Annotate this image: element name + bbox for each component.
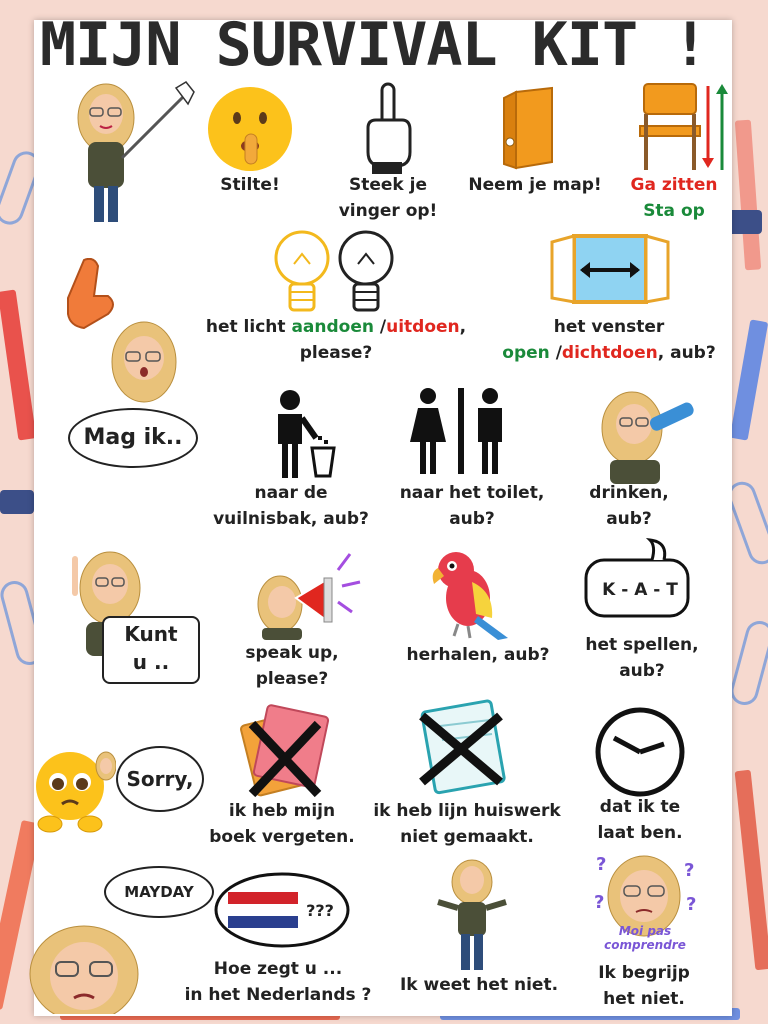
caption-vuilnis-line2: vuilnisbak, aub? [213, 509, 369, 529]
moi-line1: Moi pas [618, 924, 672, 938]
caption-steek-line2: vinger op! [338, 201, 438, 221]
pencil-decoration [730, 319, 768, 440]
pleading-emoji [32, 744, 116, 834]
svg-text:?: ? [596, 854, 607, 875]
caption-vuilnis-line1: naar de [254, 483, 328, 503]
caption-licht-comma: , [459, 317, 467, 337]
caption-venster-sep: / [549, 343, 562, 363]
caption-spellen [574, 632, 710, 684]
caption-spellen-line1: het spellen, [585, 635, 699, 655]
caption-speak [222, 640, 362, 692]
caption-speak-line1: speak up, [245, 643, 339, 663]
kunt-u-bubble [102, 616, 200, 684]
caption-boek-line1: ik heb mijn [228, 801, 336, 821]
caption-licht-text: het licht [205, 317, 292, 337]
caption-laat-line2: laat ben. [597, 823, 683, 843]
caption-venster-open: open [502, 343, 550, 363]
moi-pas-comprendre [590, 924, 700, 952]
caption-toilet [382, 480, 562, 532]
caption-venster-end: , aub? [657, 343, 716, 363]
caption-venster [484, 314, 734, 366]
caption-laat-line1: dat ik te [599, 797, 681, 817]
caption-begrijp-line1: Ik begrijp [598, 963, 690, 983]
paperclip-decoration [727, 618, 768, 708]
caption-huiswerk [356, 798, 578, 850]
chair-icon [636, 80, 732, 176]
pencil-decoration [735, 770, 768, 971]
caption-steek [318, 172, 458, 224]
megaphone-avatar [252, 540, 362, 640]
caption-map: Neem je map! [468, 175, 602, 195]
caption-drinken-line1: drinken, [589, 483, 669, 503]
caption-boek [196, 798, 368, 850]
caption-sta-op: Sta op [643, 201, 705, 221]
shrugging-teacher-avatar [434, 858, 510, 974]
caption-speak-line2: please? [255, 669, 329, 689]
teacher-avatar-pointer [58, 78, 198, 230]
svg-text:?: ? [686, 894, 697, 915]
trash-person-icon [268, 388, 338, 482]
caption-hoe-zegt [166, 956, 390, 1008]
caption-licht [186, 314, 486, 366]
mag-ik-bubble: Mag ik.. [68, 408, 198, 468]
drinking-avatar [596, 388, 700, 484]
caption-venster-dicht: dichtdoen [561, 343, 658, 363]
caption-licht-please: please? [299, 343, 373, 363]
clock-icon [592, 704, 688, 800]
pencil-decoration [0, 289, 36, 440]
caption-ga-zitten: Ga zitten [630, 175, 718, 195]
caption-begrijp-line2: het niet. [603, 989, 685, 1009]
binder-clip-decoration [0, 490, 34, 514]
lightbulb-on-icon [272, 228, 332, 316]
caption-laat [580, 794, 700, 846]
mayday-bubble: MAYDAY [104, 866, 214, 918]
shush-emoji [205, 84, 295, 174]
worried-teacher-avatar [26, 918, 142, 1014]
caption-venster-line1: het venster [553, 317, 665, 337]
kat-spelling: K - A - T [602, 580, 678, 600]
svg-text:?: ? [684, 860, 695, 881]
caption-hoe-line1: Hoe zegt u ... [213, 959, 343, 979]
caption-licht-sep: / [373, 317, 387, 337]
parrot-icon [428, 546, 510, 642]
caption-drinken-line2: aub? [606, 509, 652, 529]
lightbulb-off-icon [336, 228, 396, 316]
caption-toilet-line1: naar het toilet, [399, 483, 545, 503]
caption-drinken [574, 480, 684, 532]
caption-huiswerk-line1: ik heb lijn huiswerk [373, 801, 561, 821]
svg-text:?: ? [594, 892, 605, 913]
crossed-notebook-icon [238, 704, 336, 802]
caption-stilte: Stilte! [220, 175, 280, 195]
caption-huiswerk-line2: niet gemaakt. [400, 827, 534, 847]
foam-finger-teacher-avatar [58, 258, 188, 408]
caption-toilet-line2: aub? [449, 509, 495, 529]
caption-licht-aan: aandoen [291, 317, 374, 337]
pencil-decoration [735, 120, 761, 271]
caption-weet: Ik weet het niet. [399, 975, 559, 995]
caption-herhalen: herhalen, aub? [406, 645, 550, 665]
caption-steek-line1: Steek je [348, 175, 427, 195]
caption-boek-line2: boek vergeten. [209, 827, 355, 847]
caption-licht-uit: uitdoen [386, 317, 460, 337]
kunt-u-line1: Kunt [124, 622, 178, 646]
caption-vuilnis [196, 480, 386, 532]
window-icon [548, 232, 672, 308]
caption-begrijp [580, 960, 708, 1012]
caption-hoe-line2: in het Nederlands ? [184, 985, 372, 1005]
question-marks: ??? [306, 901, 334, 920]
kunt-u-line2: u .. [132, 650, 170, 674]
caption-zitten [612, 172, 736, 224]
pointing-finger-icon [360, 80, 416, 176]
caption-spellen-line2: aub? [619, 661, 665, 681]
toilet-icon [408, 386, 512, 476]
crossed-homework-icon [410, 696, 514, 800]
binder-icon [500, 86, 560, 172]
page-title: MIJN SURVIVAL KIT ! [40, 10, 708, 80]
sorry-bubble: Sorry, [116, 746, 204, 812]
moi-line2: comprendre [604, 938, 686, 952]
